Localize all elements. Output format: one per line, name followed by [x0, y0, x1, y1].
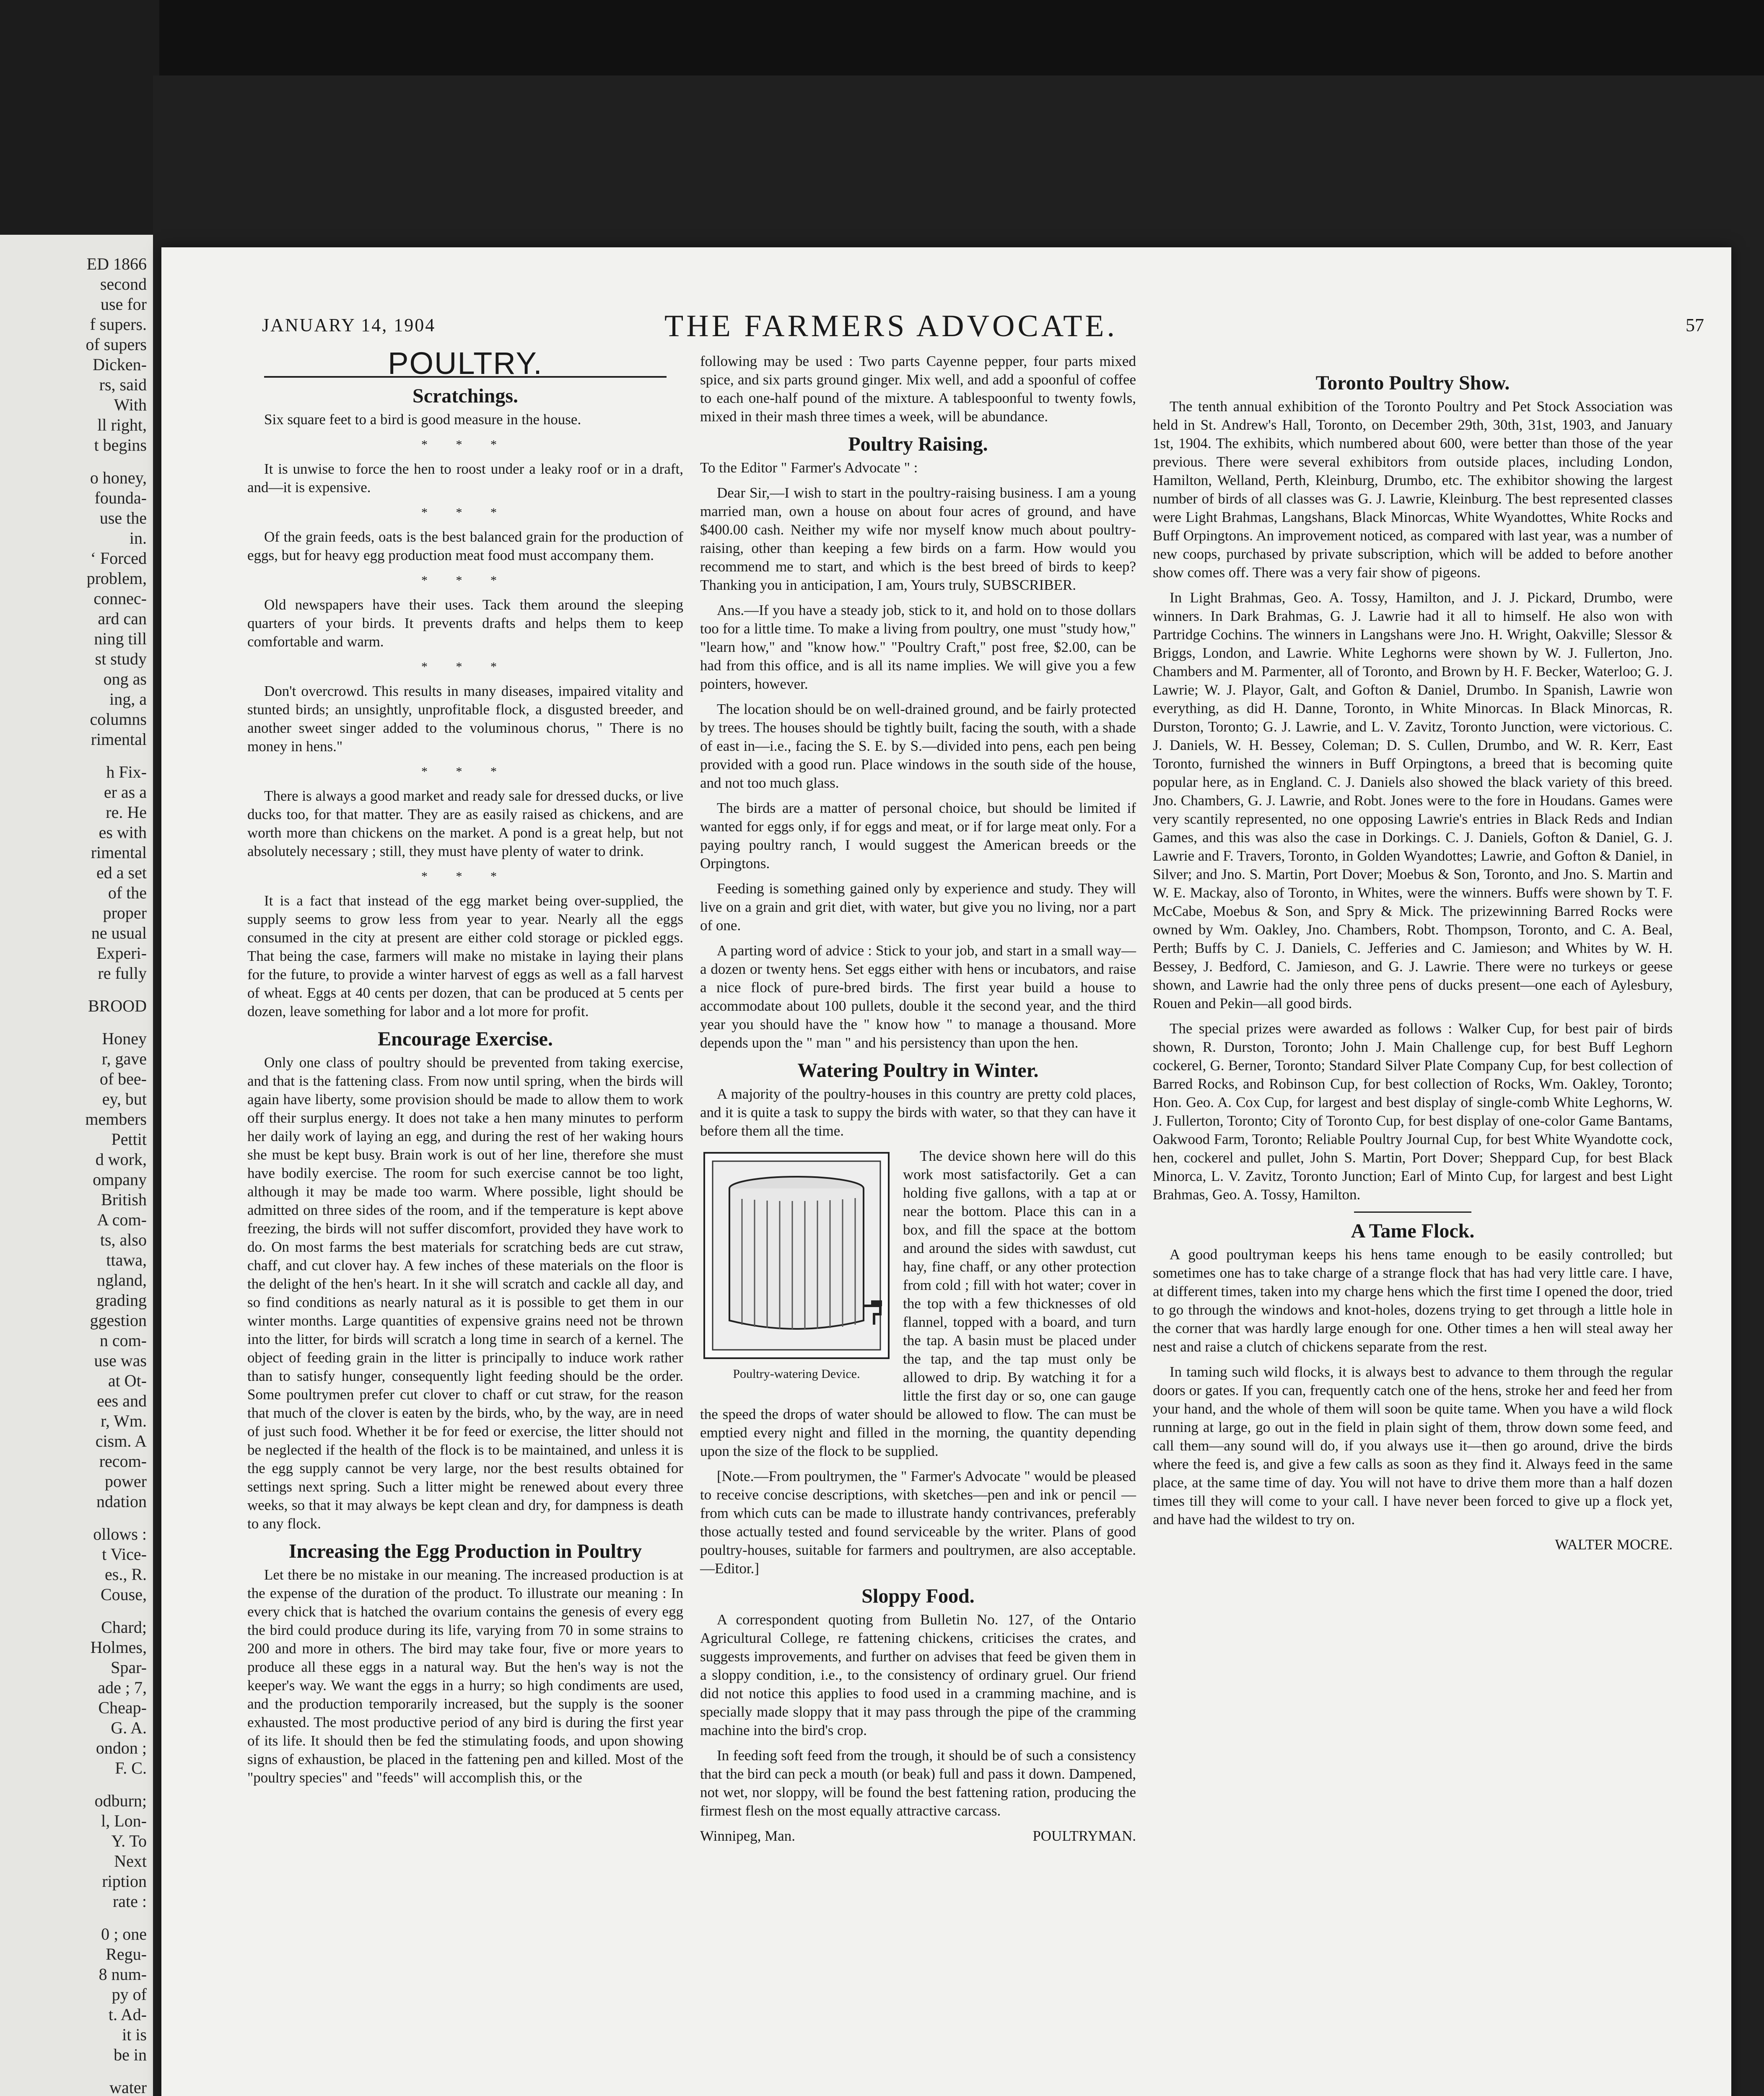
separator: * * *: [421, 506, 509, 519]
column-2: [700, 352, 1136, 1845]
answer-paragraph: A parting word of advice : Stick to your job, and start in a small way—a dozen or twenty hens. Set eggs either with hens or incubators, and raise a nice flock of pure-bred birds. The first year build a house to accommodate about 100 pullets, double it the second year, and the third year you should have the " know how " to manage a thousand. More depends upon the " man " and his persistency than upon the hen.: [700, 942, 1136, 1051]
tame-text: [1153, 1245, 1673, 1529]
fragment-line: rimental: [91, 730, 147, 749]
fragment-line: ollows :: [93, 1525, 147, 1543]
exercise-text: Only one class of poultry should be prevented from taking exercise, and that is the fattening class. From now until spring, when the birds will again have liberty, some provision should be made to allow them to work off their surplus energy. It does not take a hen many minutes to perform her daily work of laying an egg, and during the rest of her waking hours she must be kept busy. Brain work is out of her line, therefore she must have bodily exercise. The room for such exercise cannot be too light, although it may be made too warm. Where possible, light should be admitted on three sides of the room, and if the temperature is kept above freezing, the birds will not suffer discomfort, provided they have work to do. On most farms the best materials for scratching beds are cut straw, chaff, and cut clover hay. A few inches of these materials on the floor is the delight of the hen's heart. In it she will scratch and cackle all day, and so find conditions as nearly natural as it is possible to get them in our winter months. Large quantities of expensive grains need not be thrown into the litter, for birds will scratch a long time in search of a kernel. The object of feeding grain in the litter is principally to induce work rather than to satisfy hunger, consequently light feeding should be the order. Some poultrymen prefer cut clover to chaff or cut straw, for the reason that much of the clover is eaten by the birds, who, by the way, are in need of just such food. Whether it be for feed or exercise, the litter should not be neglected if the health of the flock is to be maintained, and unless it is the egg supply cannot be very large, nor the best results obtained for settings next spring. Such a litter might be renewed about every three weeks, so that it may always be kept clean and dry, for dampness is death to any flock.: [247, 1054, 683, 1532]
fragment-line: ong as: [103, 669, 147, 688]
sloppy-signature: POULTRYMAN.: [1032, 1828, 1136, 1844]
fragment-line: ttawa,: [106, 1250, 147, 1269]
fragment-line: members: [85, 1110, 147, 1128]
answer-paragraph: The location should be on well-drained ground, and be fairly protected by trees. The houses should be tightly built, facing the south, with a shade of east in—i.e., facing the S. E. by S.—divided into pens, each pen being provided with a good run. Place windows in the south side of the house, and not too much glass.: [700, 701, 1136, 791]
fragment-line: es., R.: [105, 1565, 147, 1584]
adjacent-page-fragment: [0, 235, 159, 2096]
scratching-item: Six square feet to a bird is good measure in the house.: [264, 411, 581, 428]
fragment-line: er as a: [104, 783, 147, 802]
sloppy-text: [700, 1611, 1136, 1820]
fragment-line: connec-: [93, 589, 147, 608]
fragment-line: ne usual: [91, 923, 147, 942]
fragment-line: Regu-: [106, 1945, 147, 1964]
show-paragraph: The tenth annual exhibition of the Toronto Poultry and Pet Stock Association was held in St. Andrew's Hall, Toronto, on December 29th, 30th, 31st, 1903, and January 1st, 1904. The exhibits, which numbered about 600, were better than those of the year previous. There were several exhibitors from outside places, including London, Hamilton, Welland, Perth, Kleinburg, Drumbo, etc. The exhibitor showing the largest number of birds of all classes was G. J. Lawrie, Kleinburg. The best represented classes were Light Brahmas, Langshans, Black Minorcas, White Wyandottes, White Rocks and Buff Orpingtons. An improvement noticed, as compared with last year, was a number of new coops, purchased by private subscription, which will be added to before another show comes off. There was a very fair show of pigeons.: [1153, 398, 1673, 581]
publication-title: THE FARMERS ADVOCATE.: [664, 309, 1118, 343]
column-1: [247, 346, 683, 1794]
sloppy-paragraph: In feeding soft feed from the trough, it should be of such a consistency that the bird can peck a mouth (or beak) full and pass it down. Dampened, not wet, nor sloppy, will be found the best fattening ration, producing the firmest flesh on the most equally attractive carcass.: [700, 1747, 1136, 1819]
fragment-line: Honey: [102, 1029, 147, 1048]
fragment-line: ription: [102, 1872, 147, 1891]
answer-paragraph: Ans.—If you have a steady job, stick to it, and hold on to those dollars too for a little time. To make a living from poultry, one must "study how," "learn how," and "know how." "Poultry Craft," post free, $2.00, can be had from this office, and is all its name implies. We will give you a few pointers, however.: [700, 602, 1136, 692]
fragment-line: it is: [122, 2025, 147, 2044]
fragment-line: t begins: [94, 436, 147, 454]
fragment-line: ndation: [96, 1492, 147, 1511]
fragment-line: columns: [90, 710, 147, 729]
fragment-line: water: [109, 2078, 147, 2096]
fragment-line: rs, said: [99, 375, 147, 394]
separator: * * *: [421, 660, 509, 674]
separator: * * *: [421, 573, 509, 587]
fragment-line: of supers: [86, 335, 147, 354]
fragment-line: py of: [112, 1985, 147, 2004]
article-title-watering: Watering Poultry in Winter.: [797, 1059, 1039, 1082]
fragment-line: Spar-: [111, 1658, 147, 1677]
issue-date: JANUARY 14, 1904: [262, 315, 436, 335]
fragment-line: second: [100, 275, 147, 293]
article-title-exercise: Encourage Exercise.: [378, 1028, 553, 1050]
separator: * * *: [421, 438, 509, 451]
fragment-line: ning till: [94, 629, 147, 648]
fragment-line: n com-: [99, 1331, 147, 1350]
egg-production-text: Let there be no mistake in our meaning. The increased production is at the expense of the duration of the product. To illustrate our meaning : In every chick that is hatched the ovarium contains the genesis of every egg the bird could produce during its life, varying from 70 in some strains to 200 and more in others. The bird may take four, five or more years to produce all these eggs in a natural way. But the hen's way is not the keeper's way. We want the eggs in a hurry; so high condiments are used, and the production temporarily increased, but the supply is the sooner exhausted. The most productive period of any bird is during the first year of its life. It should then be fed the stimulating foods, and upon showing signs of exhaustion, be placed in the fattening pen and killed. Most of the "poultry species" and "feeds" will accomplish this, or the: [247, 1567, 683, 1786]
article-title-tame: A Tame Flock.: [1351, 1220, 1475, 1242]
fragment-line: re fully: [98, 964, 147, 983]
fragment-line: ade ; 7,: [98, 1678, 147, 1697]
page-header: [161, 309, 1731, 348]
answer-text: [700, 601, 1136, 1052]
fragment-line: F. C.: [115, 1759, 147, 1777]
fragment-line: power: [105, 1472, 147, 1491]
fragment-line: Pettit: [111, 1130, 147, 1149]
tame-signature: WALTER MOCRE.: [1555, 1536, 1673, 1553]
fragment-line: Experi-: [96, 944, 147, 962]
page-number: 57: [1686, 315, 1704, 335]
article-title-show: Toronto Poultry Show.: [1315, 372, 1510, 394]
fragment-line: l, Lon-: [101, 1811, 147, 1830]
scratchings-list: [247, 410, 683, 1021]
fragment-line: grading: [95, 1291, 147, 1310]
fragment-line: recom-: [99, 1452, 147, 1471]
section-title: POULTRY.: [388, 346, 543, 381]
show-paragraph: The special prizes were awarded as follows : Walker Cup, for best pair of birds shown, R. Durston, Toronto; John J. Main Challenge cup, for best Buff Leghorn cockerel, G. Berner, Toronto; Standard Silver Plate Company Cup, for best collection of Barred Rocks, and Robinson Cup, for best collection of Rocks, Wm. Oakley, Toronto; Hon. Geo. A. Cox Cup, for largest and best display of single-comb White Leghorns, W. J. Fullerton, Toronto; City of Toronto Cup, for best display of one-color Game Bantams, Oakwood Farm, Toronto; Reliable Poultry Journal Cup, for best White Wyandotte cock, hen, cockerel and pullet, John S. Martin, Port Dover; Sheppard Cup, for best Black Minorca, L. V. Zavitz, Toronto Junction; Earl of Minto Cup, for largest and best Light Brahmas, Geo. A. Tossy, Hamilton.: [1153, 1020, 1673, 1203]
fragment-line: British: [101, 1190, 147, 1209]
sloppy-paragraph: A correspondent quoting from Bulletin No. 127, of the Ontario Agricultural College, re fattening chickens, criticises the crates, and suggests improvements, and further on advises that feed be given them in a sloppy condition, i.e., to the consistency of ordinary gruel. Our friend did not notice this applies to food used in a cramming machine, and is specially made sloppy that it may pass through the pipe of the cramming machine into the bird's crop.: [700, 1611, 1136, 1738]
fragment-line: ing, a: [109, 690, 147, 708]
fragment-line: ggestion: [90, 1311, 147, 1330]
fragment-line: problem,: [86, 569, 147, 588]
fragment-line: h Fix-: [106, 763, 147, 781]
fragment-line: ngland,: [97, 1271, 147, 1289]
fragment-line: Cheap-: [98, 1698, 147, 1717]
illustration-caption: Poultry-watering Device.: [733, 1367, 860, 1381]
fragment-line: Dicken-: [93, 355, 147, 374]
fragment-line: ard can: [98, 609, 147, 628]
fragment-line: use was: [94, 1351, 147, 1370]
fragment-line: cism. A: [95, 1432, 147, 1450]
water-can-drawing: [700, 1149, 893, 1362]
fragment-line: Y. To: [111, 1831, 147, 1850]
separator: * * *: [421, 869, 509, 883]
scratching-item: Of the grain feeds, oats is the best balanced grain for the production of eggs, but for heavy egg production meat food must accompany them.: [247, 529, 683, 563]
newspaper-page: [161, 247, 1731, 2096]
poultry-watering-illustration: [700, 1149, 893, 1383]
fragment-line: ondon ;: [96, 1738, 147, 1757]
separator: * * *: [421, 765, 509, 778]
article-title-sloppy: Sloppy Food.: [861, 1585, 975, 1607]
sloppy-place: Winnipeg, Man.: [700, 1828, 796, 1844]
fragment-line: foundа-: [94, 488, 147, 507]
fragment-line: re. He: [106, 803, 147, 822]
fragment-line: Chard;: [101, 1618, 147, 1637]
fragment-line: use for: [101, 295, 147, 314]
fragment-line: 8 num-: [99, 1965, 147, 1984]
answer-paragraph: Feeding is something gained only by experience and study. They will live on a grain and grit diet, with water, but give you no living, nor a part of one.: [700, 880, 1136, 934]
fragment-line: d work,: [95, 1150, 147, 1169]
divider: [1354, 1211, 1471, 1213]
scratching-item: It is unwise to force the hen to roost under a leaky roof or in a draft, and—it is expensive.: [247, 461, 683, 495]
fragment-line: of the: [108, 883, 147, 902]
fragment-line: ll right,: [97, 415, 147, 434]
fragment-line: ed a set: [96, 863, 147, 882]
fragment-line: t. Ad-: [108, 2005, 147, 2024]
fragment-line: odburn;: [94, 1791, 147, 1810]
letter-text: Dear Sir,—I wish to start in the poultry-raising business. I am a young married man, own a house on about four acres of ground, and have $400.00 cash. Neither my wife nor myself know much about poultry-raising, other than keeping a few birds on a farm. How would you recommend me to start, and which is the best breed of birds to keep? Thanking you in anticipation, I am, Yours truly, SUBSCRIBER.: [700, 485, 1136, 593]
fragment-line: r, Wm.: [101, 1411, 147, 1430]
continuation-text: following may be used : Two parts Cayenne pepper, four parts mixed spice, and six parts ground ginger. Mix well, and add a spoonful of coffee to each one-half pound of the mixture. A tablespoonful to twenty fowls, mixed in their mash three times a week, will be abundance.: [700, 353, 1136, 425]
tame-paragraph: A good poultryman keeps his hens tame enough to be easily controlled; but sometimes one has to take charge of a strange flock that has had very little care. I have, at different times, taken into my charge hens which the first time I opened the door, tried to go through the windows and knot-holes, dozens trying to get through a little hole in the corner that was hardly large enough for one. Other times a hen will steal away her nest and raise a clutch of chickens separate from the rest.: [1153, 1246, 1673, 1355]
fragment-line: rate :: [112, 1892, 147, 1911]
fragment-line: use the: [99, 508, 147, 527]
fragment-line: r, gave: [101, 1049, 147, 1068]
fragment-line: rimental: [91, 843, 147, 862]
fragment-line: Holmes,: [90, 1638, 147, 1657]
article-title-raising: Poultry Raising.: [848, 433, 988, 455]
article-title-scratchings: Scratchings.: [412, 385, 518, 407]
fragment-line: ED 1866: [86, 254, 147, 273]
column-3: [1153, 365, 1673, 1554]
fragment-line: o honey,: [90, 468, 147, 487]
fragment-line: BROOD: [88, 996, 147, 1015]
fragment-line: A com-: [97, 1210, 147, 1229]
show-text: [1153, 397, 1673, 1204]
scratching-item: Old newspapers have their uses. Tack them around the sleeping quarters of your birds. It prevents drafts and helps them to keep comfortable and warm.: [247, 597, 683, 650]
watering-intro: A majority of the poultry-houses in this country are pretty cold places, and it is quite a task to suppy the birds with water, so that they can have it before them all the time.: [700, 1086, 1136, 1139]
sloppy-signoff: [700, 1827, 1136, 1845]
fragment-line: t Vice-: [102, 1545, 147, 1564]
fragment-line: 0 ; one: [101, 1925, 147, 1943]
fragment-line: With: [114, 395, 147, 414]
article-title-egg-production: Increasing the Egg Production in Poultry: [288, 1540, 642, 1562]
show-paragraph: In Light Brahmas, Geo. A. Tossy, Hamilton, and J. J. Pickard, Drumbo, were winners. In Dark Brahmas, G. J. Lawrie had it all to himself. He also won with Partridge Cochins. The winners in Langshans were Jno. H. Wright, Oakville; Slessor & Briggs, London, and Lawrie. White Leghorns were shown by W. J. Fullerton, Jno. Chambers and M. Parmenter, all of Toronto, and Brown by H. F. Becker, Waterloo; G. J. Lawrie; W. J. Playor, Galt, and Gofton & Daniel, Drumbo. In Spanish, Lawrie won everything, as did H. Danne, Toronto, in White Minorcas. In Black Minorcas, R. Durston, Toronto; G. J. Lawrie, and L. V. Zavitz, Toronto Junction, were victorious. C. J. Daniels, W. H. Bessey, Coleman; D. S. Cullen, Drumbo, and W. R. Kerr, East Toronto, furnished the winners in Buff Orpingtons, a breed that is becoming quite popular here, as in England. C. J. Daniels also showed the black variety of this breed. Jno. Chambers, G. J. Lawrie, and Robt. Jones were to the fore in Houdans. Games were very scantily represented, no one opposing Lawrie's entries in Black Reds and Indian Games, and this was also the case in Dorkings. C. J. Daniels, Gofton & Daniel, G. J. Lawrie and F. Travers, Toronto, in Golden Wyandottes; Lawrie, and Gofton & Daniel, in Silver; and Jno. S. Martin, Port Dover; Moebus & Son, Toronto, and Jno. S. Martin and W. E. Mackay, also of Toronto, in Whites, were the winners. Buffs were shown by T. F. McCabe, Moebus & Son, and Spry & Mick. The prizewinning Barred Rocks were owned by Wm. Oakley, Jno. Chambers, Robt. Thompson, Toronto, and C. A. Beal, Perth; Buffs by C. J. Daniels, C. Jefferies and C. Jamieson; and Whites by W. H. Bessey, J. Bedford, C. Jamieson, and G. J. Lawrie. There were no turkeys or geese shown, and Lawrie had the only three pens of ducks present—one each of Aylesbury, Rouen and Pekin—all good birds.: [1153, 589, 1673, 1012]
fragment-line: G. A.: [111, 1718, 147, 1737]
fragment-line: of bee-: [99, 1069, 147, 1088]
fragment-line: be in: [114, 2045, 147, 2064]
fragment-line: ey, but: [102, 1090, 147, 1108]
fragment-line: Next: [114, 1852, 147, 1870]
fragment-line: es with: [99, 823, 147, 842]
scratching-item: There is always a good market and ready sale for dressed ducks, or live ducks too, for that matter. They are as easily raised as chickens, and are worth more than chickens on the market. A pond is a great help, but not absolutely necessary ; still, they must have plenty of water to drink.: [247, 788, 683, 859]
fragment-line: in.: [129, 529, 147, 547]
fragment-line: proper: [103, 903, 147, 922]
answer-paragraph: The birds are a matter of personal choice, but should be limited if wanted for eggs only, if for eggs and meat, or if for large meat only. For a paying poultry ranch, I would suggest the American breeds or the Orpingtons.: [700, 800, 1136, 872]
fragment-line: at Ot-: [108, 1371, 147, 1390]
fragment-line: ompany: [93, 1170, 147, 1189]
fragment-line: ‘ Forced: [90, 549, 147, 568]
fragment-line: st study: [95, 649, 147, 668]
scratching-item: It is a fact that instead of the egg market being over-supplied, the supply seems to grow less from year to year. Nearly all the eggs consumed in the city at present are either cold storage or pickled eggs. That being the case, farmers will make no mistake in laying their plans for the future, to provide a winter harvest of eggs as well as a fall harvest of wheat. Eggs at 40 cents per dozen, that can be produced at 5 cents per dozen, leave something for labor and a lot more for profit.: [247, 892, 683, 1019]
fragment-line: f supers.: [90, 315, 147, 334]
editor-note: [Note.—From poultrymen, the " Farmer's Advocate " would be pleased to receive concise descriptions, with sketches—pen and ink or pencil —from which cuts can be made to illustrate handy contrivances, preferably those actually tested and found serviceable by the writer. Plans of good poultry-houses, suitable for farmers and poultrymen, are also acceptable.—Editor.]: [700, 1468, 1136, 1577]
letter-addressee: To the Editor " Farmer's Advocate " :: [700, 459, 918, 476]
tame-paragraph: In taming such wild flocks, it is always best to advance to them through the regular doors or gates. If you can, frequently catch one of the hens, stroke her and feed her from your hand, and the whole of them will soon be quite tame. When you have a wild flock running at large, go out in the field in plain sight of them, throw down some feed, and call them—any sound will do, if you always use it—then go around, drive the birds where the feed is, and give a few calls as soon as they find it. Always feed in the same place, at the same time of day. You will not have to drive them more than a half dozen times till they will come to your call. I have never been forced to give up a flock yet, and have had the wildest to try on.: [1153, 1364, 1673, 1528]
device-text: The device shown here will do this work most satisfactorily. Get a can holding five gallons, with a tap at or near the bottom. Place this can in a box, and fill the space at the bottom and around the sides with sawdust, cut hay, fine chaff, or any other protection from cold ; fill with hot water; cover in the top with a few thicknesses of old flannel, topped with a board, and turn the tap. A basin must be placed under the tap, and the tap must only be allowed to drip. By watching it for a little the first day or so, one can gauge the speed the drops of water should be allowed to flow. The can must be emptied every night and filled in the morning, the quantity depending upon the size of the flock to be supplied.: [700, 1148, 1136, 1459]
fragment-line: ees and: [97, 1391, 147, 1410]
fragment-line: Couse,: [101, 1585, 147, 1604]
scratching-item: Don't overcrowd. This results in many diseases, impaired vitality and stunted birds; an unsightly, unprofitable flock, a disgusted breeder, and another sweet singer added to the voluminous chorus, " There is no money in hens.": [247, 683, 683, 755]
fragment-line: ts, also: [100, 1230, 147, 1249]
